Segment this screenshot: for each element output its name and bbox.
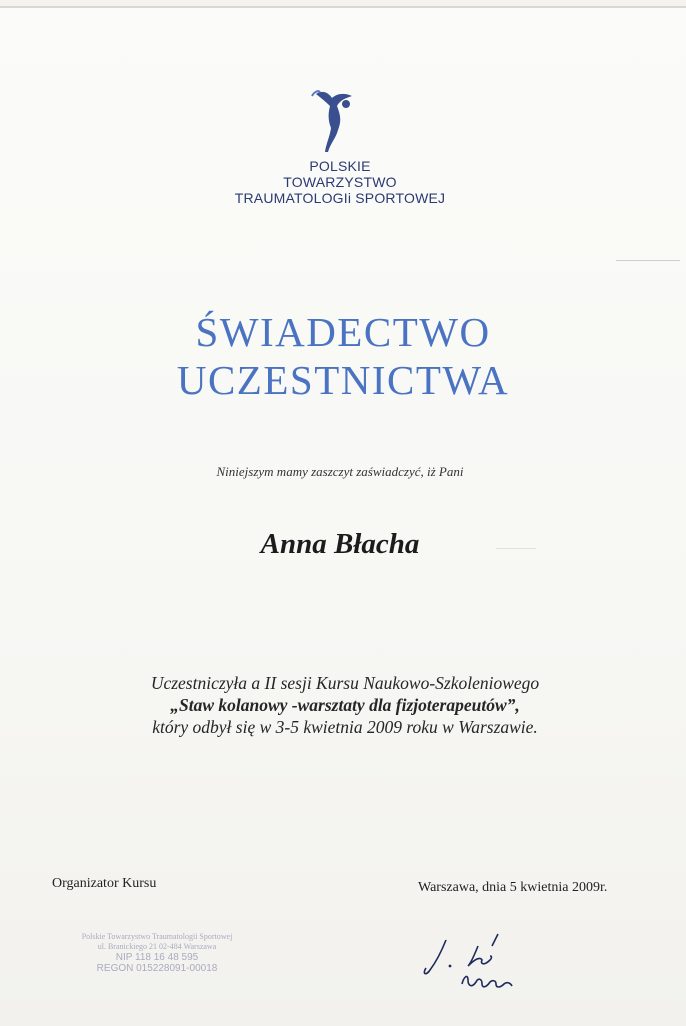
organization-stamp [52, 932, 262, 974]
stamp-line-2: ul. Branickiego 21 02-484 Warszawa [97, 942, 217, 951]
course-title: „Staw kolanowy -warsztaty dla fizjoterapeutów”, [170, 695, 520, 715]
organization-line-3: TRAUMATOLOGIi SPORTOWEJ [234, 190, 446, 206]
recipient-name: Anna Błacha [260, 528, 420, 560]
stamp-line-3: NIP 118 16 48 595 [115, 952, 199, 963]
scan-mark [616, 260, 680, 261]
organization-line-2: TOWARZYSTWO [283, 174, 397, 190]
title-line-1: ŚWIADECTWO [195, 309, 491, 355]
organizer-label: Organizator Kursu [52, 876, 157, 891]
sports-figure-logo-icon [306, 86, 362, 156]
course-line-3: który odbył się w 3-5 kwietnia 2009 roku w Warszawie. [152, 717, 538, 737]
organization-line-1: POLSKIE [309, 158, 371, 174]
scan-mark [496, 548, 536, 549]
stamp-line-4: REGON 015228091-00018 [96, 963, 218, 974]
stamp-line-1: Polskie Towarzystwo Traumatologii Sportowej [81, 932, 233, 941]
course-description [60, 672, 630, 738]
organization-name [150, 158, 530, 206]
certificate-title [60, 308, 626, 404]
intro-text: Niniejszym mamy zaszczyt zaświadczyć, iż Pani [216, 464, 464, 479]
title-line-2: UCZESTNICTWA [176, 357, 510, 403]
certificate-page [0, 6, 686, 1026]
course-line-1: Uczestniczyła a II sesji Kursu Naukowo-Szkoleniowego [150, 673, 540, 693]
place-date: Warszawa, dnia 5 kwietnia 2009r. [418, 880, 608, 895]
handwritten-signature [420, 926, 550, 1006]
